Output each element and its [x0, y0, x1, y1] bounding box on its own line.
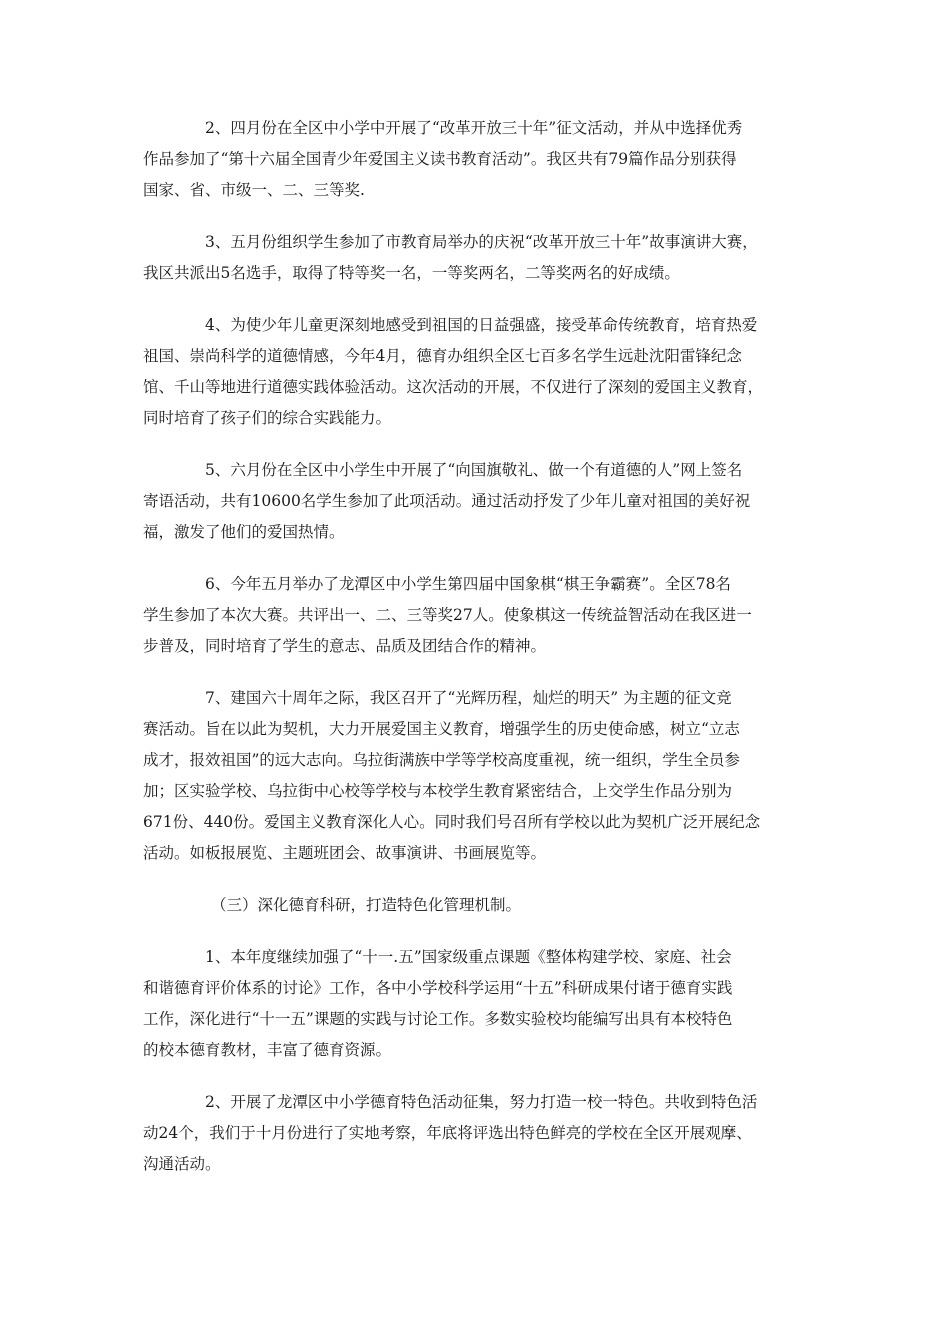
text-line: 工作，深化进行“十一五”课题的实践与讨论工作。多数实验校均能编写出具有本校特色 — [143, 1010, 733, 1028]
text-line: 3、五月份组织学生参加了市教育局举办的庆祝“改革开放三十年”故事演讲大赛， — [205, 233, 758, 251]
text-line: 福，激发了他们的爱国热情。 — [143, 523, 345, 541]
section-heading — [143, 890, 813, 921]
text-line: 沟通活动。 — [143, 1155, 221, 1173]
text-line: 馆、千山等地进行道德实践体验活动。这次活动的开展，不仅进行了深刻的爱国主义教育， — [143, 378, 764, 396]
paragraph — [143, 455, 813, 548]
text-line: 赛活动。旨在以此为契机，大力开展爱国主义教育，增强学生的历史使命感，树立“立志 — [143, 720, 740, 738]
text-line: 5、六月份在全区中小学生中开展了“向国旗敬礼、做一个有道德的人”网上签名 — [205, 461, 743, 479]
paragraph — [143, 569, 813, 662]
text-line: 671份、440份。爱国主义教育深化人心。同时我们号召所有学校以此为契机广泛开展纪念 — [143, 813, 761, 831]
text-line: 2、四月份在全区中小学中开展了“改革开放三十年”征文活动，并从中选择优秀 — [205, 119, 743, 137]
text-line: 加；区实验学校、乌拉街中心校等学校与本校学生教育紧密结合，上交学生作品分别为 — [143, 782, 733, 800]
text-line: 的校本德育教材，丰富了德育资源。 — [143, 1041, 392, 1059]
paragraph — [143, 942, 813, 1066]
paragraph — [143, 310, 813, 434]
text-line: 我区共派出5名选手，取得了特等奖一名，一等奖两名，二等奖两名的好成绩。 — [143, 264, 680, 282]
text-line: 作品参加了“第十六届全国青少年爱国主义读书教育活动”。我区共有79篇作品分别获得 — [143, 150, 737, 168]
text-line: 国家、省、市级一、二、三等奖. — [143, 181, 365, 199]
text-line: 2、开展了龙潭区中小学德育特色活动征集，努力打造一校一特色。共收到特色活 — [205, 1093, 758, 1111]
paragraph — [143, 227, 813, 289]
text-line: 4、为使少年儿童更深刻地感受到祖国的日益强盛，接受革命传统教育，培育热爱 — [205, 316, 758, 334]
text-line: 6、今年五月举办了龙潭区中小学生第四届中国象棋“棋王争霸赛”。全区78名 — [205, 575, 731, 593]
paragraph — [143, 1087, 813, 1180]
text-line: 学生参加了本次大赛。共评出一、二、三等奖27人。使象棋这一传统益智活动在我区进一 — [143, 606, 752, 624]
document-page — [143, 113, 813, 1201]
text-line: 和谐德育评价体系的讨论》工作，各中小学校科学运用“十五”科研成果付诸于德育实践 — [143, 979, 733, 997]
text-line: 7、建国六十周年之际，我区召开了“光辉历程，灿烂的明天” 为主题的征文竞 — [205, 689, 732, 707]
text-line: 寄语活动，共有10600名学生参加了此项活动。通过活动抒发了少年儿童对祖国的美好祝 — [143, 492, 751, 510]
text-line: 步普及，同时培育了学生的意志、品质及团结合作的精神。 — [143, 637, 547, 655]
text-line: 祖国、崇尚科学的道德情感，今年4月，德育办组织全区七百多名学生远赴沈阳雷锋纪念 — [143, 347, 742, 365]
paragraph — [143, 683, 813, 869]
text-line: 动24个，我们于十月份进行了实地考察，年底将评选出特色鲜亮的学校在全区开展观摩、 — [143, 1124, 752, 1142]
text-line: （三）深化德育科研，打造特色化管理机制。 — [211, 896, 522, 914]
text-line: 同时培育了孩子们的综合实践能力。 — [143, 409, 392, 427]
text-line: 1、本年度继续加强了“十一.五”国家级重点课题《整体构建学校、家庭、社会 — [205, 948, 732, 966]
text-line: 活动。如板报展览、主题班团会、故事演讲、书画展览等。 — [143, 844, 547, 862]
text-line: 成才，报效祖国”的远大志向。乌拉街满族中学等学校高度重视，统一组织，学生全员参 — [143, 751, 740, 769]
paragraph — [143, 113, 813, 206]
